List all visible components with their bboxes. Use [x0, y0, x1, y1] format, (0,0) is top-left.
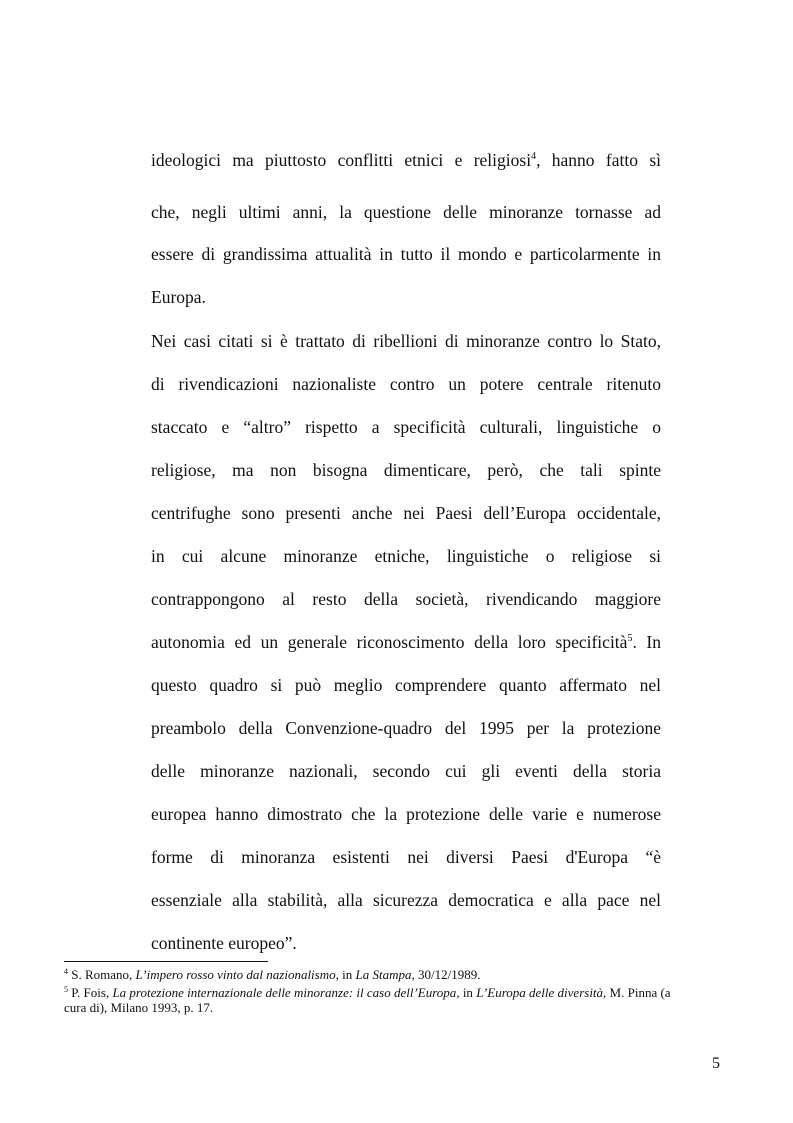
body-line-12: autonomia ed un generale riconoscimento della loro specificità$^5$. In — [151, 632, 662, 652]
body-line-2: che, negli ultimi anni, la questione delle minoranze tornasse ad — [151, 202, 661, 222]
body-line-3: essere di grandissima attualità in tutto il mondo e particolarmente in — [151, 244, 661, 264]
body-line-5: Nei casi citati si è trattato di ribellioni di minoranze contro lo Stato, — [151, 331, 661, 351]
footnote-separator — [64, 961, 268, 962]
body-line-16: europea hanno dimostrato che la protezione delle varie e numerose — [151, 804, 661, 824]
body-line-6: di rivendicazioni nazionaliste contro un potere centrale ritenuto — [151, 374, 661, 394]
body-line-1: ideologici ma piuttosto conflitti etnici e religiosi$^4$, hanno fatto sì — [151, 150, 661, 170]
body-line-14: preambolo della Convenzione-quadro del 1995 per la protezione — [151, 718, 661, 738]
body-line-7: staccato e “altro” rispetto a specificità culturali, linguistiche o — [151, 417, 661, 437]
body-line-8: religiose, ma non bisogna dimenticare, però, che tali spinte — [151, 460, 661, 480]
body-line-18: essenziale alla stabilità, alla sicurezza democratica e alla pace nel — [151, 890, 661, 910]
body-line-10: in cui alcune minoranze etniche, linguistiche o religiose si — [151, 546, 661, 566]
body-line-4: Europa. — [151, 287, 206, 307]
footnote-4: $^4$ S. Romano, L’impero rosso vinto dal nazionalismo, in La Stampa, 30/12/1989. — [64, 967, 481, 982]
body-line-13: questo quadro si può meglio comprendere quanto affermato nel — [151, 675, 661, 695]
body-line-9: centrifughe sono presenti anche nei Paesi dell’Europa occidentale, — [151, 503, 661, 523]
page-number: 5 — [712, 1055, 720, 1072]
body-line-11: contrappongono al resto della società, rivendicando maggiore — [151, 589, 661, 609]
footnote-5: $^5$ P. Fois, La protezione internazionale delle minoranze: il caso dell’Europa, in L’Europa delle diversità, M. Pinna (a cura di), Milano 1993, p. 17. — [64, 985, 671, 1015]
footnote-ref-4[interactable]: 4 — [531, 151, 537, 162]
body-line-19: continente europeo”. — [151, 933, 297, 953]
body-line-17: forme di minoranza esistenti nei diversi Paesi d'Europa “è — [151, 847, 661, 867]
body-line-15: delle minoranze nazionali, secondo cui gli eventi della storia — [151, 761, 661, 781]
footnote-ref-5[interactable]: 5 — [627, 633, 633, 644]
